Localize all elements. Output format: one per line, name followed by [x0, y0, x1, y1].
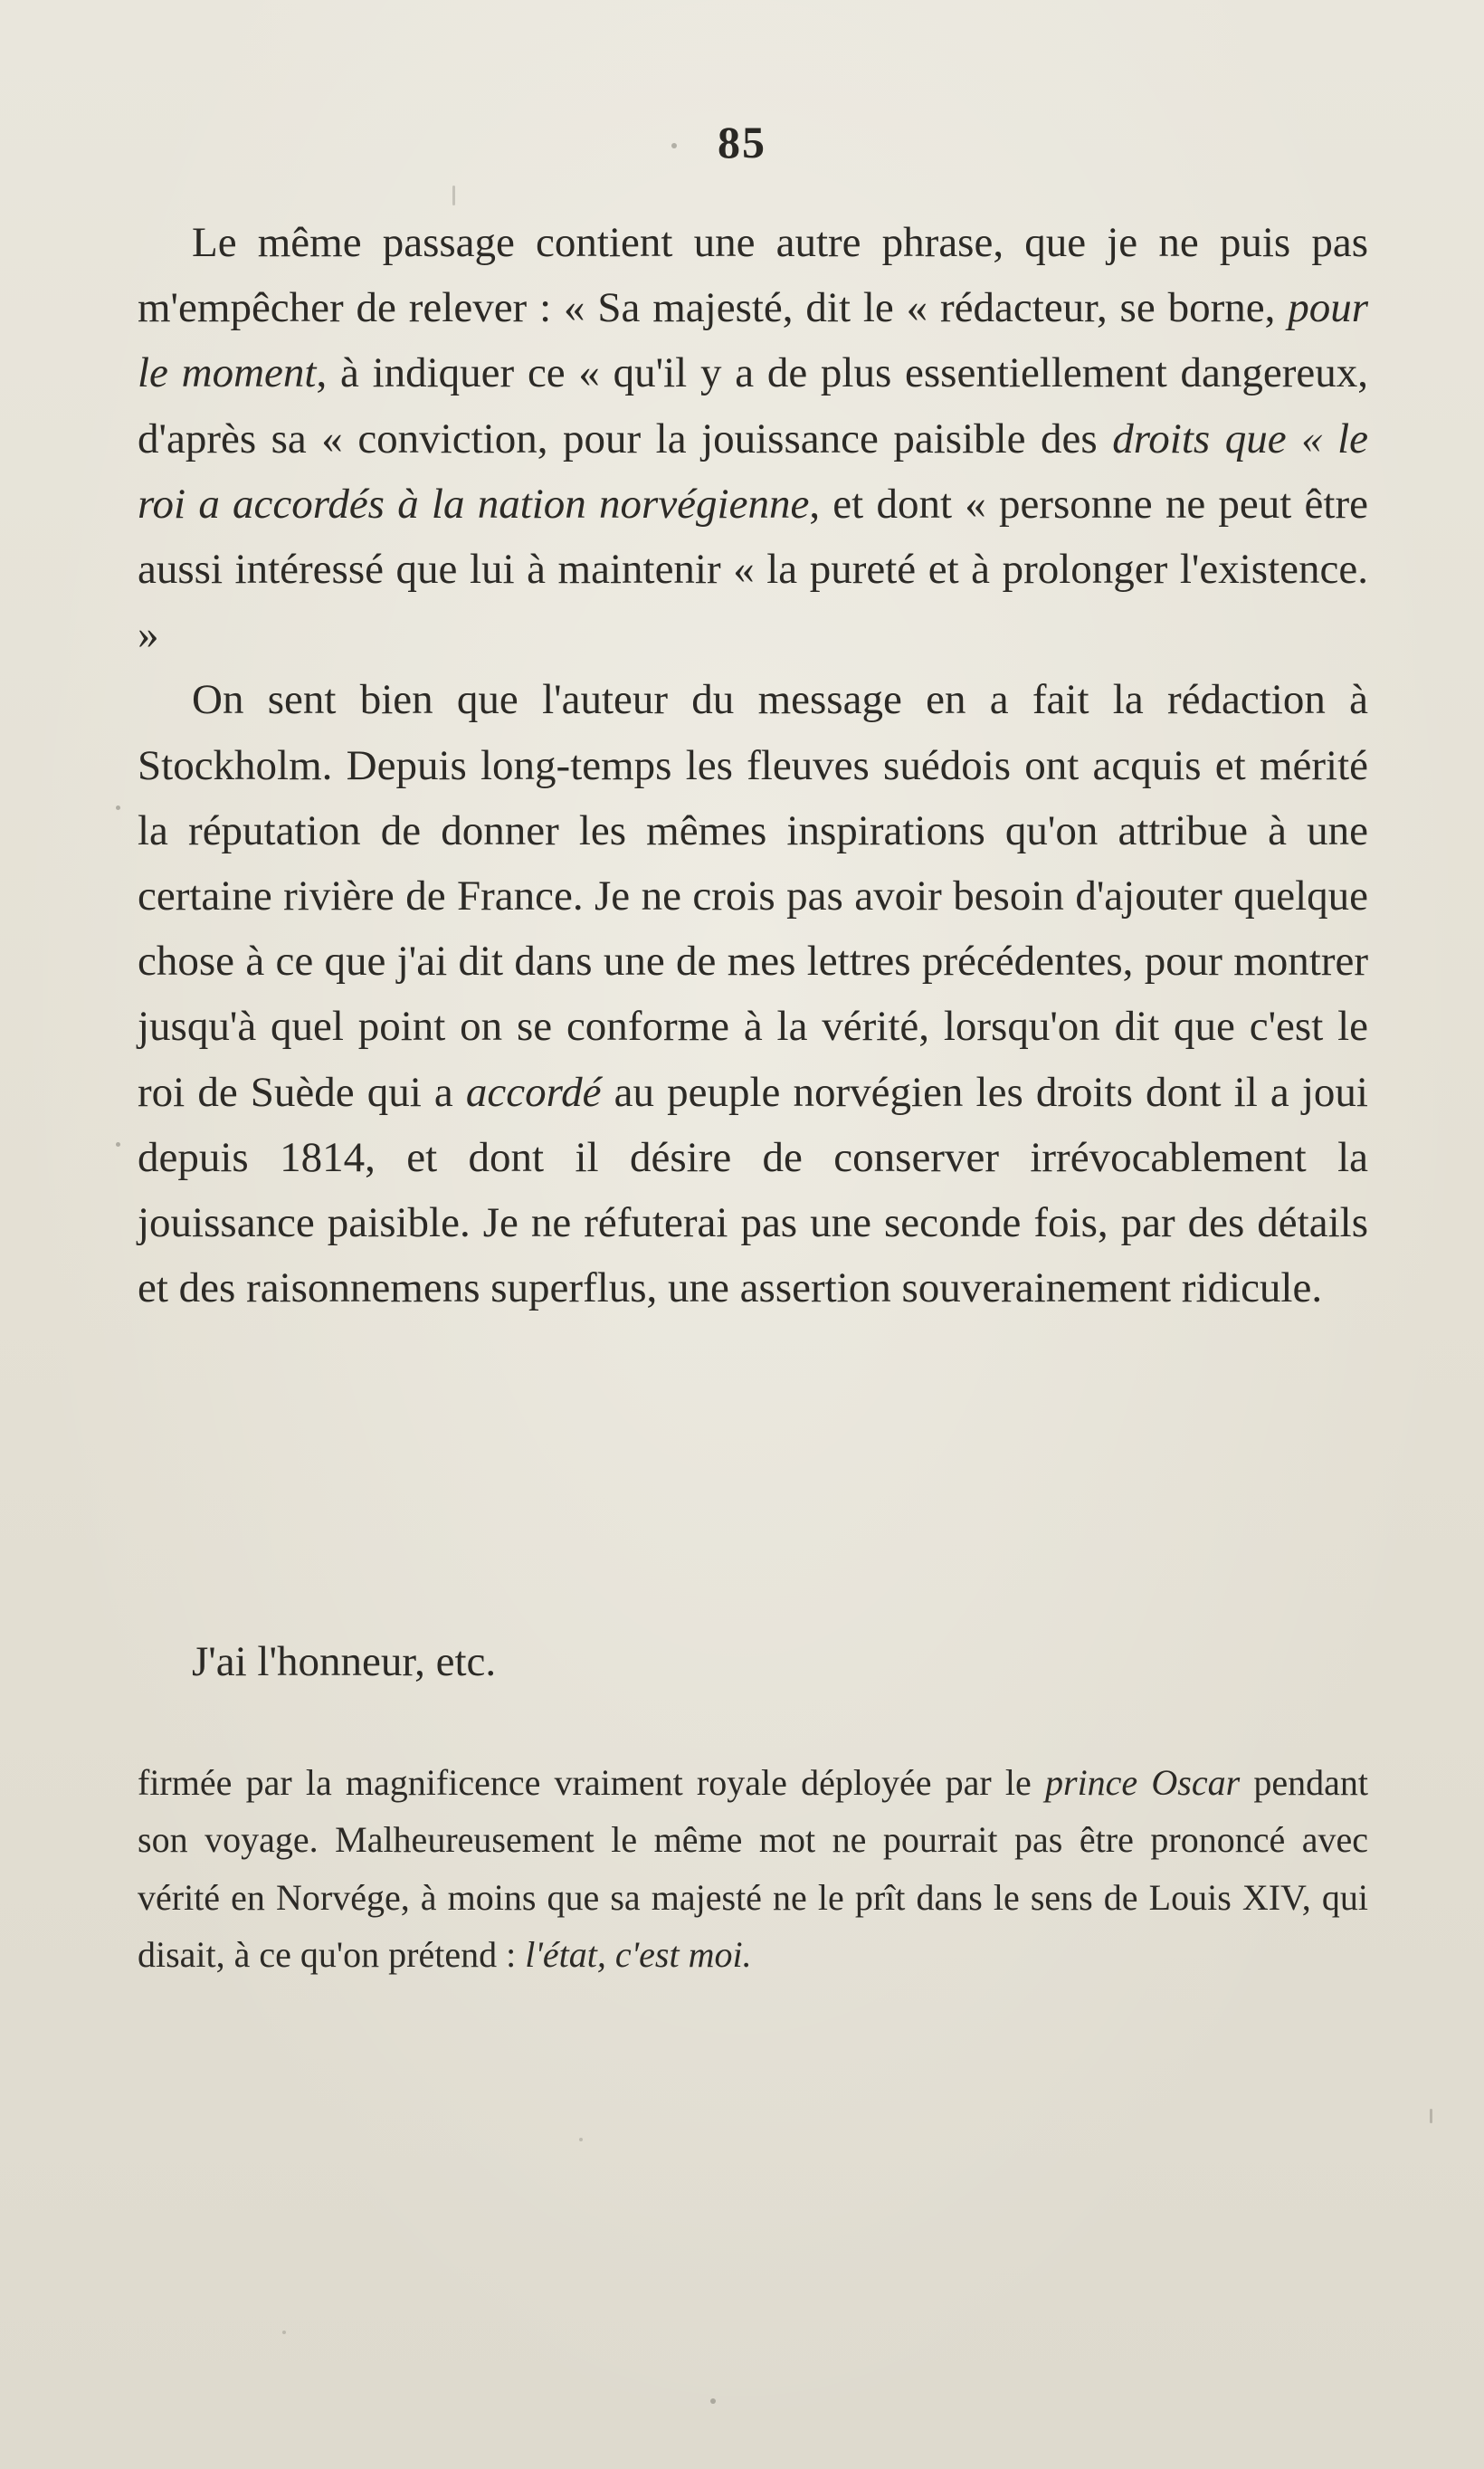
closing-salutation: J'ai l'honneur, etc. — [192, 1638, 497, 1685]
paragraph-1 — [138, 210, 1368, 667]
paper-speck — [710, 2398, 716, 2404]
paper-speck — [116, 1142, 120, 1147]
italic-segment: prince Oscar — [1045, 1762, 1241, 1803]
text-segment: , et dont « personne ne peut être aussi intéressé que lui à maintenir « la pureté et à prolonger l'existence. » — [138, 480, 1368, 659]
paragraph-2 — [138, 667, 1368, 1320]
italic-segment: pour le moment — [138, 284, 1368, 397]
paper-speck — [116, 806, 120, 810]
page-number: 85 — [718, 117, 766, 167]
paper-speck — [282, 2331, 286, 2334]
text-segment: au peuple norvégien les droits dont il a joui depuis 1814, et dont il désire de conserver irrévocablement la jouissance paisible. Je ne réfuterai pas une seconde fois, par des détails et des raisonnemens superflus, une assertion souverainement ridicule. — [138, 1068, 1368, 1312]
italic-segment: droits que « le roi a accordés à la nation norvégienne — [138, 415, 1369, 528]
paper-speck — [452, 186, 455, 205]
text-segment: pendant son voyage. Malheureusement le même mot ne pourrait pas être prononcé avec vérité en Norvége, à moins que sa majesté ne le prît dans le sens de Louis XIV, qui disait, à ce qu'on prétend : — [138, 1762, 1368, 1976]
text-segment: firmée par la magnificence vraiment royale déployée par le — [138, 1762, 1045, 1803]
paper-speck — [1430, 2109, 1432, 2123]
italic-segment: accordé — [465, 1068, 602, 1116]
text-segment: On sent bien que l'auteur du message en a fait la rédaction à Stockholm. Depuis long-temps les fleuves suédois ont acquis et mérité la réputation de donner les mêmes inspirations qu'on attribue à une certaine rivière de France. Je ne crois pas avoir besoin d'ajouter quelque chose à ce que j'ai dit dans une de mes lettres précédentes, pour montrer jusqu'à quel point on se conforme à la vérité, lorsqu'on dit que c'est le roi de Suède qui a — [138, 676, 1368, 1116]
text-segment: Le même passage contient une autre phrase, que je ne puis pas m'empêcher de relever : « Sa majesté, dit le « rédacteur, se borne, — [138, 219, 1368, 332]
italic-segment: l'état, c'est moi. — [525, 1934, 752, 1976]
paper-speck — [579, 2138, 583, 2141]
footnote — [138, 1754, 1368, 1984]
text-segment: , à indiquer ce « qu'il y a de plus essentiellement dangereux, d'après sa « conviction, pour la jouissance paisible des — [138, 349, 1368, 462]
paper-speck — [671, 143, 677, 148]
main-text — [138, 210, 1368, 1320]
